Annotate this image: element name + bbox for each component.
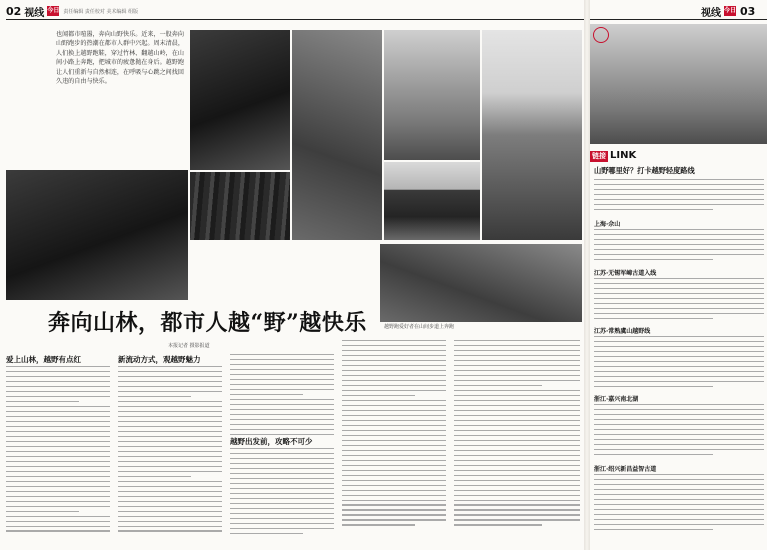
- editor-credits: 责任编辑 责任校对 美术编辑 组版: [63, 8, 139, 15]
- photo-runner-trail: [590, 24, 767, 144]
- photo-mountain-runner: [384, 30, 480, 160]
- photo-runner-closeup: [190, 30, 290, 170]
- route-text-2: [594, 278, 764, 323]
- body-column-3: [230, 354, 334, 439]
- intro-paragraph: 也闻都市喧嚣，奔向山野快乐。近来，一股奔向山野跑步的热潮在都市人群中兴起。周末清晨，人们换上越野跑鞋，穿过竹林、翻越山岭，在山间小路上奔跑，把城市的疲惫抛在身后。越野跑让人们重新与自然相连，在呼吸与心跳之间找回久违的自由与快乐。: [56, 31, 184, 86]
- header-rule: [6, 19, 584, 20]
- photo-trail-runners: [6, 170, 188, 300]
- right-page: [590, 0, 767, 550]
- feature-intro: [594, 179, 764, 214]
- photo-temple: [384, 162, 480, 240]
- photo-runners-group: [292, 30, 382, 240]
- link-header: [590, 150, 636, 162]
- route-heading-2: 江苏·无锡军嶂古道入线: [594, 270, 657, 277]
- link-label: 链接: [592, 152, 606, 160]
- route-heading-5: 浙江·绍兴新昌益智古道: [594, 466, 657, 473]
- subhead-3: 越野出发前，攻略不可少: [230, 437, 313, 446]
- left-page-header: [6, 4, 138, 18]
- route-heading-4: 浙江·嘉兴南北湖: [594, 396, 639, 403]
- photo-caption: 越野跑爱好者在山间步道上奔跑: [384, 324, 455, 330]
- subhead-2: 新流动方式，观越野魅力: [118, 355, 201, 364]
- right-page-header: [698, 4, 755, 18]
- photo-stamp: [593, 27, 609, 43]
- body-column-3b: [230, 448, 334, 538]
- photo-mountain-trail: [482, 30, 582, 240]
- section-logo: 今日: [47, 7, 60, 14]
- section-name: 视线: [24, 7, 45, 19]
- body-column-4: [342, 340, 446, 529]
- feature-heading: 山野哪里好？打卡越野轻度路线: [594, 166, 695, 175]
- route-heading-3: 江苏·常熟虞山越野线: [594, 328, 651, 335]
- route-text-1: [594, 229, 764, 264]
- photo-forest-trail: [190, 172, 290, 240]
- headline: 奔向山林，都市人越“野”越快乐: [48, 310, 367, 336]
- body-column-5: [454, 340, 580, 529]
- subhead-1: 爱上山林，越野有点红: [6, 355, 81, 364]
- route-text-3: [594, 336, 764, 391]
- section-name: 视线: [701, 7, 721, 19]
- photo-race-scene: [380, 244, 582, 322]
- link-title: LINK: [610, 150, 637, 161]
- byline: 本报记者 摄影报道: [168, 343, 210, 349]
- route-heading-1: 上海·佘山: [594, 221, 621, 228]
- header-rule: [590, 19, 767, 20]
- section-logo: 今日: [724, 7, 737, 14]
- intro-text: [56, 30, 184, 150]
- page-number: 03: [740, 4, 756, 18]
- body-column-1: [6, 366, 110, 535]
- route-text-4: [594, 404, 764, 459]
- route-text-5: [594, 474, 764, 534]
- body-column-2: [118, 366, 222, 535]
- page-number: 02: [6, 4, 22, 18]
